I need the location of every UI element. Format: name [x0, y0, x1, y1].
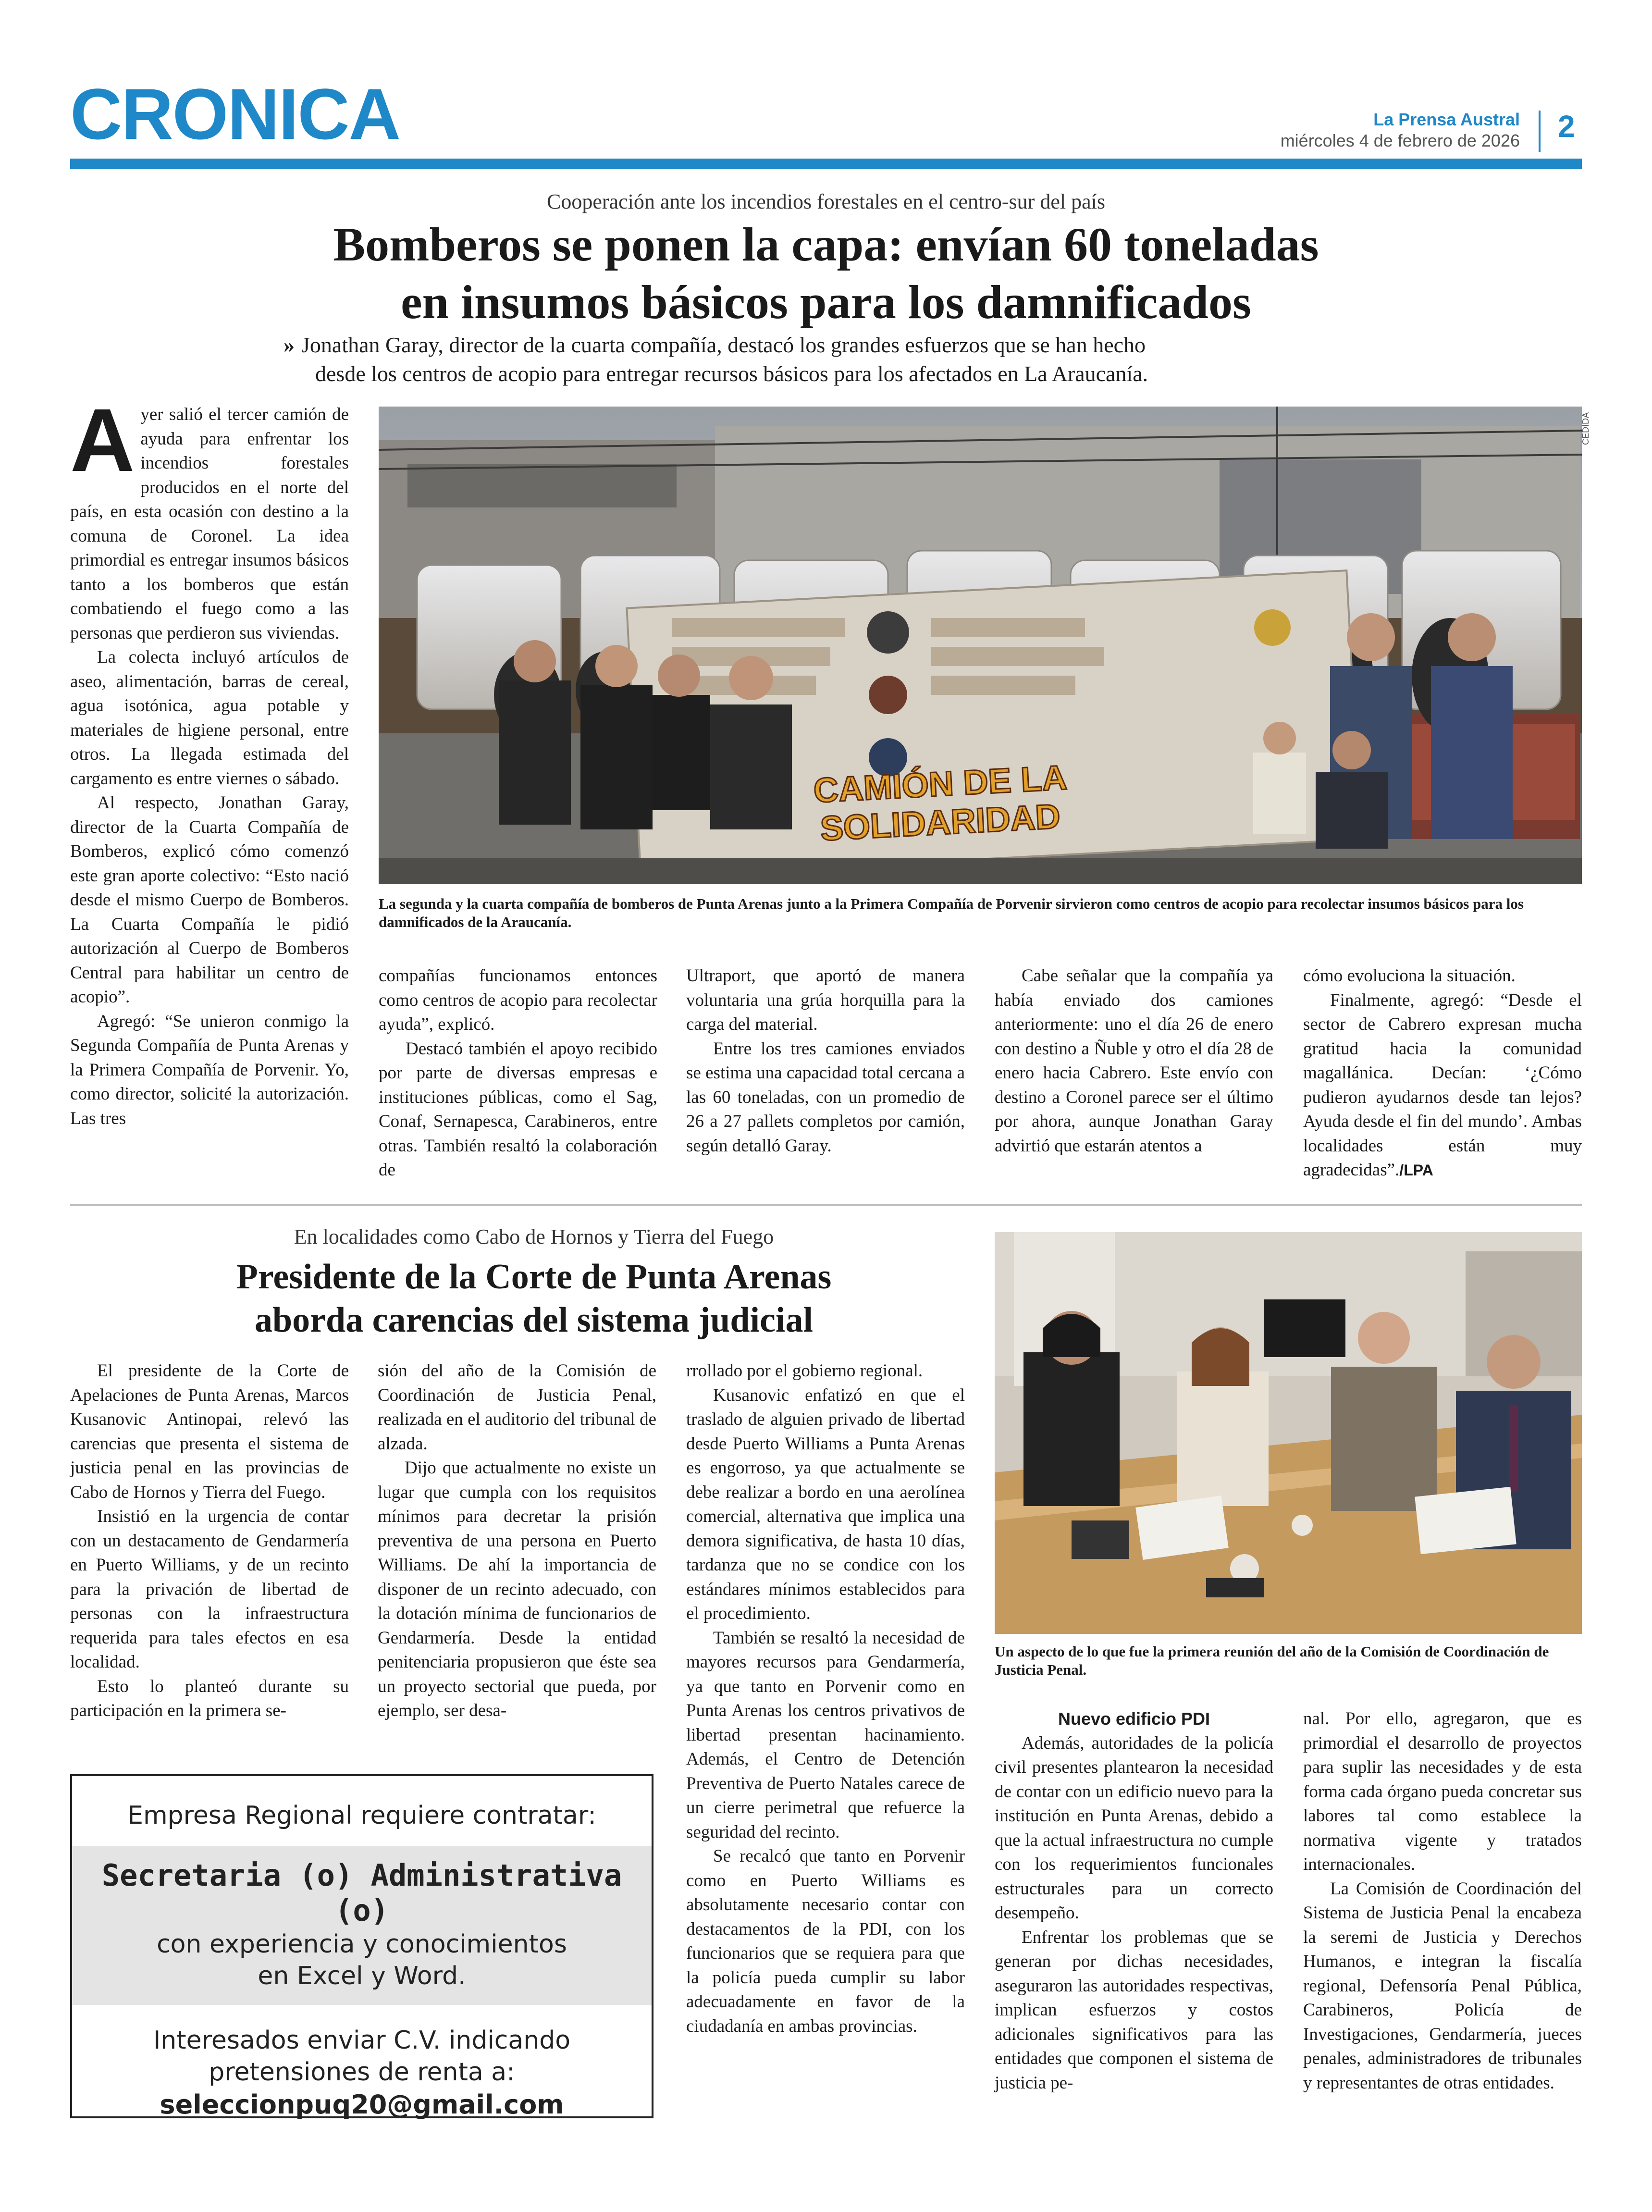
article2-kicker: En localidades como Cabo de Hornos y Tierra del Fuego: [294, 1225, 774, 1248]
chevron-right-icon: »: [284, 333, 295, 357]
article1-title-line2: en insumos básicos para los damnificados: [401, 275, 1251, 329]
article2-column-2: [378, 1359, 656, 1723]
banner-text-line1: CAMIÓN DE LA: [813, 758, 1068, 810]
article1-column-3: [686, 964, 965, 1158]
header-divider: [1539, 111, 1541, 152]
article2-column-3: [686, 1359, 965, 2039]
article1-title-line1: Bomberos se ponen la capa: envían 60 toneladas: [333, 218, 1319, 271]
signature: /LPA: [1399, 1162, 1433, 1179]
article1-column-2: [379, 964, 657, 1183]
photo-credit: CEDIDA: [1581, 412, 1590, 445]
paragraph: La Comisión de Coordinación del Sistema de Justicia Penal la encabeza la seremi de Justicia y Derechos Humanos, e integran la fiscalía regional, Defensoría Penal Pública, Carabineros, Policía de Investigaciones, Gendarmería, jueces penales, administradores de tribunales y representantes de otras entidades.: [1303, 1878, 1582, 2093]
paragraph: Insistió en la urgencia de contar con un destacamento de Gendarmería en Puerto Williams, y de un recinto para la privación de libertad de personas con la infraestructura requerida para tales efectos en esa localidad.: [70, 1507, 349, 1672]
paragraph: Cabe señalar que la compañía ya había enviado dos camiones anteriormente: uno el día 26 de enero con destino a Ñuble y otro el día 28 de enero hacia Cabrero. Este envío con destino a Coronel parece ser el último por ahora, aunque Jonathan Garay advirtió que estarán atentos a: [995, 966, 1273, 1156]
paragraph: cómo evoluciona la situación.: [1303, 966, 1516, 986]
article1-kicker: Cooperación ante los incendios forestales en el centro-sur del país: [547, 190, 1105, 213]
publication-date: miércoles 4 de febrero de 2026: [1280, 131, 1520, 150]
article2-column-1: [70, 1359, 349, 1723]
ad-highlight-band: [72, 1846, 652, 2005]
banner-text-line2: SOLIDARIDAD: [819, 797, 1061, 849]
dropcap: A: [70, 391, 135, 490]
page-number: 2: [1558, 109, 1575, 144]
article2-column-4: [995, 1707, 1273, 2095]
paragraph: nal. Por ello, agregaron, que es primordial el desarrollo de proyectos para suplir las necesidades y de esta forma cada órgano pueda concretar sus labores tal como establece la normativa vigente y tratados internacionales.: [1303, 1709, 1582, 1874]
article-separator: [70, 1204, 1582, 1206]
article2-column-5: [1303, 1707, 1582, 2095]
article2-photo: [995, 1232, 1582, 1634]
paragraph: Ultraport, que aportó de manera voluntaria una grúa horquilla para la carga del material.: [686, 966, 965, 1034]
article1-lead: [284, 331, 1389, 388]
article1-column-5: [1303, 964, 1582, 1183]
article1-photo: [379, 407, 1582, 884]
paragraph: Kusanovic enfatizó en que el traslado de alguien privado de libertad desde Puerto Williams a Punta Arenas es engorroso, ya que actualmente se debe realizar a bordo en una aerolínea comercial, alternativa que implica una demora significativa, de hasta 10 días, tardanza que no se condice con los estándares mínimos establecidos para el procedimiento.: [686, 1385, 965, 1623]
ad-position: Secretaria (o) Administrativa (o): [101, 1858, 622, 1928]
paragraph: Dijo que actualmente no existe un lugar que cumpla con los requisitos mínimos para decretar la prisión preventiva de una persona en Puerto Williams. De ahí la importancia de disponer de un recinto adecuado, con la dotación mínima de funcionarios de Gendarmería. Desde la entidad penitenciaria propusieron que éste sea un proyecto sectorial que pueda, por ejemplo, ser desa-: [378, 1458, 656, 1720]
paragraph: Esto lo planteó durante su participación en la primera se-: [70, 1676, 349, 1720]
paragraph: yer salió el tercer camión de ayuda para enfrentar los incendios forestales producidos en el norte del país, en esta ocasión con destino a la comuna de Coronel. La idea primordial es entregar insumos básicos tanto a los bomberos que están combatiendo el fuego como a las personas que perdieron sus viviendas.: [70, 405, 349, 643]
paragraph: Enfrentar los problemas que se generan por dichas necesidades, aseguraron las autoridades respectivas, implican esfuerzos y costos adicionales significativos para las entidades que componen el sistema de justicia pe-: [995, 1927, 1273, 2093]
paragraph: Al respecto, Jonathan Garay, director de la Cuarta Compañía de Bomberos, explicó cómo comenzó este gran aporte colectivo: “Esto nació desde el mismo Cuerpo de Bomberos. La Cuarta Compañía le pidió autorización al Cuerpo de Bomberos Central para habilitar un centro de acopio”.: [70, 793, 349, 1007]
job-advertisement: [70, 1774, 653, 2118]
paragraph: compañías funcionamos entonces como centros de acopio para recolectar ayuda”, explicó.: [379, 966, 657, 1034]
subhead: Nuevo edificio PDI: [1058, 1709, 1210, 1729]
paragraph: Además, autoridades de la policía civil presentes plantearon la necesidad de contar con un edificio nuevo para la institución en Punta Arenas, debido a que la actual infraestructura no cumple con los requerimientos funcionales estructurales para un correcto desempeño.: [995, 1733, 1273, 1923]
ad-apply-line1: Interesados enviar C.V. indicando: [153, 2026, 571, 2055]
article1-column-4: [995, 964, 1273, 1158]
lead-line2: desde los centros de acopio para entregar recursos básicos para los afectados en La Araucanía.: [315, 361, 1148, 386]
header-rule: [70, 159, 1582, 169]
paragraph: Entre los tres camiones enviados se estima una capacidad total cercana a las 60 toneladas, con un promedio de 26 a 27 pallets completos por camión, según detalló Garay.: [686, 1038, 965, 1156]
section-title: CRONICA: [70, 74, 400, 154]
ad-email-link[interactable]: seleccionpuq20@gmail.com: [160, 2089, 564, 2120]
article1-caption: La segunda y la cuarta compañía de bomberos de Punta Arenas junto a la Primera Compañía de Porvenir sirvieron como centros de acopio para recolectar insumos básicos para los damnificados de la Araucanía.: [379, 895, 1524, 930]
newspaper-name: La Prensa Austral: [1373, 110, 1520, 129]
paragraph: La colecta incluyó artículos de aseo, alimentación, barras de cereal, agua isotónica, agua potable y materiales de higiene personal, entre otros. La llegada estimada del cargamento es entre viernes o sábado.: [70, 647, 349, 789]
paragraph: El presidente de la Corte de Apelaciones de Punta Arenas, Marcos Kusanovic Antinopai, relevó las carencias que presenta el sistema de justicia penal en las provincias de Cabo de Hornos y Tierra del Fuego.: [70, 1361, 349, 1502]
article1-column-1: [70, 391, 349, 1131]
ad-requirements-line2: en Excel y Word.: [258, 1962, 466, 1990]
paragraph: Se recalcó que tanto en Porvenir como en Puerto Williams es absolutamente necesario contar con destacamentos de la PDI, con los funcionarios que se requiera para que la policía pueda cumplir su labor adecuadamente en favor de la ciudadanía en ambas provincias.: [686, 1846, 965, 2036]
lead-line1: Jonathan Garay, director de la cuarta compañía, destacó los grandes esfuerzos que se han hecho: [301, 333, 1146, 357]
ad-heading: Empresa Regional requiere contratar:: [127, 1801, 596, 1830]
meeting-photo-illustration: [995, 1232, 1582, 1634]
ad-apply-line2: pretensiones de renta a:: [209, 2058, 515, 2087]
paragraph: Finalmente, agregó: “Desde el sector de Cabrero expresan mucha gratitud hacia la comunidad magallánica. Decían: ‘¿Cómo pudieron ayudarnos desde tan lejos? Ayuda desde el fin del mundo’. Ambas localidades están muy agradecidas”.: [1303, 990, 1582, 1180]
article2-title-line1: Presidente de la Corte de Punta Arenas: [236, 1257, 832, 1297]
paragraph: Agregó: “Se unieron conmigo la Segunda Compañía de Punta Arenas y la Primera Compañía de Porvenir. Yo, como director, solicité la autorización. Las tres: [70, 1011, 349, 1128]
article2-title-line2: aborda carencias del sistema judicial: [254, 1300, 814, 1340]
paragraph: rrollado por el gobierno regional.: [686, 1361, 923, 1381]
ad-requirements-line1: con experiencia y conocimientos: [157, 1930, 567, 1959]
paragraph: También se resaltó la necesidad de mayores recursos para Gendarmería, ya que tanto en Porvenir como en Punta Arenas los centros privativos de libertad presentan hacinamiento. Además, el Centro de Detención Preventiva de Puerto Natales carece de un cierre perimetral que refuerce la seguridad del recinto.: [686, 1628, 965, 1842]
paragraph: sión del año de la Comisión de Coordinación de Justicia Penal, realizada en el auditorio del tribunal de alzada.: [378, 1361, 656, 1454]
paragraph: Destacó también el apoyo recibido por parte de diversas empresas e instituciones públicas, como el Sag, Conaf, Sernapesca, Carabineros, entre otras. También resaltó la colaboración de: [379, 1038, 657, 1180]
truck-photo-illustration: [379, 407, 1582, 884]
article2-caption: Un aspecto de lo que fue la primera reunión del año de la Comisión de Coordinación de Justicia Penal.: [995, 1643, 1549, 1678]
